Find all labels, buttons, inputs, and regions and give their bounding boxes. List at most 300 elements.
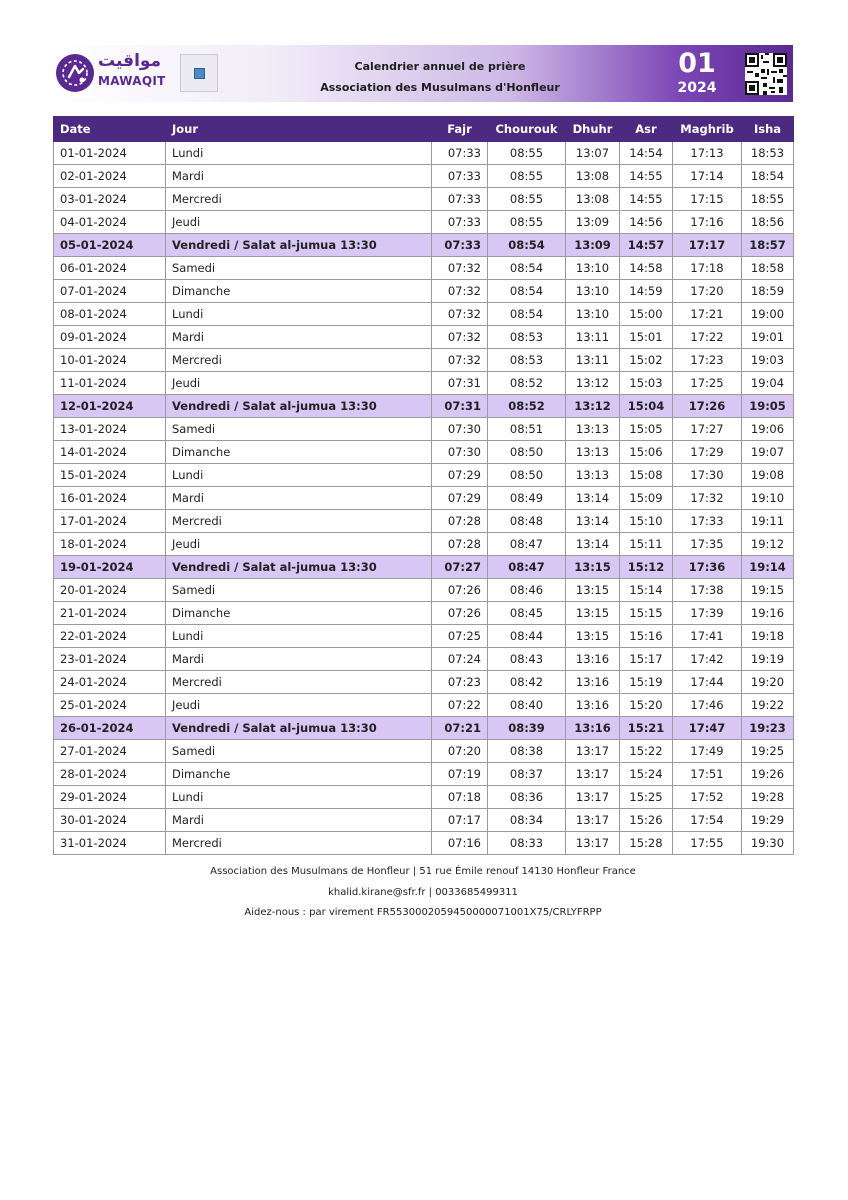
cell-isha: 19:25 (742, 740, 794, 763)
cell-jour: Mercredi (166, 349, 432, 372)
cell-isha: 18:59 (742, 280, 794, 303)
cell-isha: 19:12 (742, 533, 794, 556)
missing-image-icon (180, 54, 218, 92)
cell-chourouk: 08:47 (488, 556, 566, 579)
cell-date: 31-01-2024 (54, 832, 166, 855)
cell-maghrib: 17:41 (673, 625, 742, 648)
cell-dhuhr: 13:12 (566, 395, 620, 418)
cell-jour: Dimanche (166, 602, 432, 625)
cell-chourouk: 08:45 (488, 602, 566, 625)
cell-asr: 15:05 (620, 418, 673, 441)
cell-dhuhr: 13:10 (566, 303, 620, 326)
cell-date: 07-01-2024 (54, 280, 166, 303)
cell-date: 01-01-2024 (54, 142, 166, 165)
cell-maghrib: 17:20 (673, 280, 742, 303)
cell-fajr: 07:30 (432, 441, 488, 464)
cell-asr: 15:10 (620, 510, 673, 533)
cell-date: 06-01-2024 (54, 257, 166, 280)
cell-date: 28-01-2024 (54, 763, 166, 786)
cell-fajr: 07:26 (432, 579, 488, 602)
cell-jour: Mercredi (166, 188, 432, 211)
cell-asr: 15:01 (620, 326, 673, 349)
calendar-header (53, 45, 793, 102)
table-row (54, 464, 794, 487)
cell-dhuhr: 13:07 (566, 142, 620, 165)
cell-date: 05-01-2024 (54, 234, 166, 257)
cell-chourouk: 08:52 (488, 395, 566, 418)
cell-fajr: 07:31 (432, 395, 488, 418)
cell-isha: 19:23 (742, 717, 794, 740)
table-row (54, 786, 794, 809)
cell-asr: 15:15 (620, 602, 673, 625)
cell-isha: 19:28 (742, 786, 794, 809)
cell-isha: 18:53 (742, 142, 794, 165)
cell-jour: Vendredi / Salat al-jumua 13:30 (166, 234, 432, 257)
cell-fajr: 07:32 (432, 257, 488, 280)
cell-maghrib: 17:29 (673, 441, 742, 464)
cell-fajr: 07:29 (432, 464, 488, 487)
cell-chourouk: 08:48 (488, 510, 566, 533)
cell-date: 16-01-2024 (54, 487, 166, 510)
cell-dhuhr: 13:14 (566, 510, 620, 533)
cell-dhuhr: 13:15 (566, 602, 620, 625)
cell-maghrib: 17:16 (673, 211, 742, 234)
cell-dhuhr: 13:17 (566, 832, 620, 855)
cell-isha: 19:07 (742, 441, 794, 464)
cell-isha: 18:58 (742, 257, 794, 280)
cell-date: 25-01-2024 (54, 694, 166, 717)
cell-chourouk: 08:54 (488, 257, 566, 280)
cell-jour: Mardi (166, 648, 432, 671)
footer-donation: Aidez-nous : par virement FR5530002059450000071001X75/CRLYFRPP (244, 907, 602, 918)
cell-isha: 19:05 (742, 395, 794, 418)
cell-asr: 14:55 (620, 165, 673, 188)
cell-asr: 15:16 (620, 625, 673, 648)
cell-asr: 15:26 (620, 809, 673, 832)
cell-asr: 15:11 (620, 533, 673, 556)
cell-dhuhr: 13:12 (566, 372, 620, 395)
cell-maghrib: 17:42 (673, 648, 742, 671)
cell-isha: 18:54 (742, 165, 794, 188)
table-row (54, 349, 794, 372)
cell-maghrib: 17:21 (673, 303, 742, 326)
table-row (54, 257, 794, 280)
table-row (54, 763, 794, 786)
prayer-times-table (53, 116, 794, 855)
cell-dhuhr: 13:15 (566, 625, 620, 648)
cell-jour: Samedi (166, 740, 432, 763)
table-row (54, 625, 794, 648)
table-row (54, 510, 794, 533)
cell-chourouk: 08:54 (488, 280, 566, 303)
cell-dhuhr: 13:17 (566, 786, 620, 809)
cell-jour: Dimanche (166, 441, 432, 464)
cell-chourouk: 08:49 (488, 487, 566, 510)
cell-fajr: 07:33 (432, 165, 488, 188)
cell-jour: Samedi (166, 257, 432, 280)
cell-isha: 19:18 (742, 625, 794, 648)
cell-dhuhr: 13:16 (566, 694, 620, 717)
cell-asr: 15:21 (620, 717, 673, 740)
table-row (54, 832, 794, 855)
column-header-jour: Jour (166, 117, 432, 142)
cell-maghrib: 17:25 (673, 372, 742, 395)
table-row-friday (54, 395, 794, 418)
cell-jour: Mardi (166, 165, 432, 188)
cell-date: 02-01-2024 (54, 165, 166, 188)
cell-isha: 18:56 (742, 211, 794, 234)
cell-chourouk: 08:46 (488, 579, 566, 602)
cell-dhuhr: 13:17 (566, 740, 620, 763)
cell-dhuhr: 13:11 (566, 326, 620, 349)
cell-fajr: 07:24 (432, 648, 488, 671)
table-row (54, 809, 794, 832)
cell-chourouk: 08:55 (488, 188, 566, 211)
cell-maghrib: 17:13 (673, 142, 742, 165)
cell-jour: Mardi (166, 809, 432, 832)
table-row (54, 602, 794, 625)
mawaqit-logo-icon (55, 53, 95, 93)
cell-asr: 15:06 (620, 441, 673, 464)
cell-date: 30-01-2024 (54, 809, 166, 832)
cell-date: 15-01-2024 (54, 464, 166, 487)
cell-date: 21-01-2024 (54, 602, 166, 625)
cell-maghrib: 17:52 (673, 786, 742, 809)
cell-maghrib: 17:35 (673, 533, 742, 556)
qr-code-icon (745, 53, 787, 95)
cell-maghrib: 17:17 (673, 234, 742, 257)
cell-date: 19-01-2024 (54, 556, 166, 579)
cell-asr: 15:17 (620, 648, 673, 671)
cell-isha: 19:06 (742, 418, 794, 441)
table-row (54, 579, 794, 602)
cell-maghrib: 17:22 (673, 326, 742, 349)
table-row (54, 326, 794, 349)
cell-isha: 19:26 (742, 763, 794, 786)
cell-isha: 19:30 (742, 832, 794, 855)
cell-fajr: 07:19 (432, 763, 488, 786)
table-row (54, 303, 794, 326)
cell-maghrib: 17:47 (673, 717, 742, 740)
cell-dhuhr: 13:09 (566, 211, 620, 234)
cell-chourouk: 08:37 (488, 763, 566, 786)
table-row-friday (54, 717, 794, 740)
cell-fajr: 07:16 (432, 832, 488, 855)
cell-jour: Jeudi (166, 694, 432, 717)
column-header-date: Date (54, 117, 166, 142)
cell-jour: Vendredi / Salat al-jumua 13:30 (166, 717, 432, 740)
cell-dhuhr: 13:15 (566, 556, 620, 579)
cell-chourouk: 08:50 (488, 464, 566, 487)
cell-fajr: 07:27 (432, 556, 488, 579)
cell-maghrib: 17:23 (673, 349, 742, 372)
cell-fajr: 07:28 (432, 533, 488, 556)
cell-jour: Jeudi (166, 533, 432, 556)
cell-date: 14-01-2024 (54, 441, 166, 464)
cell-asr: 15:12 (620, 556, 673, 579)
cell-jour: Jeudi (166, 372, 432, 395)
cell-isha: 19:14 (742, 556, 794, 579)
cell-fajr: 07:33 (432, 142, 488, 165)
table-row (54, 487, 794, 510)
cell-chourouk: 08:55 (488, 142, 566, 165)
cell-isha: 18:55 (742, 188, 794, 211)
column-header-fajr: Fajr (432, 117, 488, 142)
table-row (54, 188, 794, 211)
cell-dhuhr: 13:08 (566, 165, 620, 188)
cell-dhuhr: 13:10 (566, 257, 620, 280)
cell-chourouk: 08:34 (488, 809, 566, 832)
cell-maghrib: 17:54 (673, 809, 742, 832)
cell-asr: 15:28 (620, 832, 673, 855)
cell-dhuhr: 13:14 (566, 533, 620, 556)
cell-asr: 15:19 (620, 671, 673, 694)
cell-date: 20-01-2024 (54, 579, 166, 602)
cell-date: 18-01-2024 (54, 533, 166, 556)
cell-asr: 14:57 (620, 234, 673, 257)
table-row (54, 533, 794, 556)
cell-isha: 19:16 (742, 602, 794, 625)
cell-chourouk: 08:38 (488, 740, 566, 763)
cell-chourouk: 08:47 (488, 533, 566, 556)
cell-jour: Lundi (166, 464, 432, 487)
cell-fajr: 07:23 (432, 671, 488, 694)
table-row (54, 165, 794, 188)
cell-chourouk: 08:51 (488, 418, 566, 441)
cell-chourouk: 08:39 (488, 717, 566, 740)
cell-dhuhr: 13:10 (566, 280, 620, 303)
cell-date: 29-01-2024 (54, 786, 166, 809)
cell-dhuhr: 13:15 (566, 579, 620, 602)
cell-maghrib: 17:30 (673, 464, 742, 487)
table-row-friday (54, 234, 794, 257)
cell-chourouk: 08:54 (488, 303, 566, 326)
table-row (54, 418, 794, 441)
cell-dhuhr: 13:17 (566, 763, 620, 786)
cell-date: 09-01-2024 (54, 326, 166, 349)
cell-fajr: 07:32 (432, 326, 488, 349)
cell-dhuhr: 13:16 (566, 717, 620, 740)
cell-date: 04-01-2024 (54, 211, 166, 234)
cell-dhuhr: 13:09 (566, 234, 620, 257)
cell-jour: Mercredi (166, 671, 432, 694)
year-number: 2024 (677, 80, 717, 96)
cell-maghrib: 17:39 (673, 602, 742, 625)
cell-asr: 15:04 (620, 395, 673, 418)
cell-maghrib: 17:32 (673, 487, 742, 510)
table-row (54, 671, 794, 694)
cell-date: 27-01-2024 (54, 740, 166, 763)
cell-asr: 15:00 (620, 303, 673, 326)
table-row (54, 648, 794, 671)
cell-jour: Dimanche (166, 763, 432, 786)
cell-fajr: 07:33 (432, 188, 488, 211)
cell-fajr: 07:17 (432, 809, 488, 832)
cell-isha: 19:08 (742, 464, 794, 487)
cell-asr: 14:58 (620, 257, 673, 280)
cell-fajr: 07:21 (432, 717, 488, 740)
cell-chourouk: 08:55 (488, 165, 566, 188)
cell-isha: 19:29 (742, 809, 794, 832)
cell-date: 03-01-2024 (54, 188, 166, 211)
cell-jour: Mercredi (166, 510, 432, 533)
table-row (54, 694, 794, 717)
cell-maghrib: 17:44 (673, 671, 742, 694)
cell-isha: 19:10 (742, 487, 794, 510)
cell-asr: 15:09 (620, 487, 673, 510)
cell-isha: 19:04 (742, 372, 794, 395)
cell-dhuhr: 13:13 (566, 464, 620, 487)
cell-asr: 15:22 (620, 740, 673, 763)
cell-chourouk: 08:42 (488, 671, 566, 694)
cell-chourouk: 08:40 (488, 694, 566, 717)
table-row (54, 441, 794, 464)
cell-dhuhr: 13:17 (566, 809, 620, 832)
cell-asr: 14:59 (620, 280, 673, 303)
cell-isha: 19:19 (742, 648, 794, 671)
cell-asr: 14:54 (620, 142, 673, 165)
cell-fajr: 07:33 (432, 234, 488, 257)
cell-chourouk: 08:53 (488, 326, 566, 349)
cell-dhuhr: 13:16 (566, 648, 620, 671)
cell-isha: 19:22 (742, 694, 794, 717)
cell-fajr: 07:31 (432, 372, 488, 395)
cell-jour: Jeudi (166, 211, 432, 234)
cell-isha: 19:11 (742, 510, 794, 533)
cell-fajr: 07:29 (432, 487, 488, 510)
cell-maghrib: 17:26 (673, 395, 742, 418)
footer-contact: khalid.kirane@sfr.fr | 0033685499311 (328, 887, 518, 898)
cell-jour: Vendredi / Salat al-jumua 13:30 (166, 556, 432, 579)
cell-jour: Samedi (166, 418, 432, 441)
cell-dhuhr: 13:13 (566, 441, 620, 464)
cell-jour: Lundi (166, 625, 432, 648)
cell-maghrib: 17:55 (673, 832, 742, 855)
column-header-chourouk: Chourouk (488, 117, 566, 142)
cell-isha: 19:00 (742, 303, 794, 326)
cell-date: 26-01-2024 (54, 717, 166, 740)
cell-isha: 19:03 (742, 349, 794, 372)
cell-asr: 15:24 (620, 763, 673, 786)
table-row (54, 740, 794, 763)
cell-date: 13-01-2024 (54, 418, 166, 441)
cell-isha: 19:20 (742, 671, 794, 694)
cell-dhuhr: 13:14 (566, 487, 620, 510)
cell-isha: 19:15 (742, 579, 794, 602)
cell-asr: 15:08 (620, 464, 673, 487)
column-header-asr: Asr (620, 117, 673, 142)
cell-asr: 15:02 (620, 349, 673, 372)
cell-fajr: 07:25 (432, 625, 488, 648)
cell-asr: 14:55 (620, 188, 673, 211)
cell-maghrib: 17:18 (673, 257, 742, 280)
cell-maghrib: 17:33 (673, 510, 742, 533)
cell-maghrib: 17:14 (673, 165, 742, 188)
cell-chourouk: 08:55 (488, 211, 566, 234)
cell-date: 08-01-2024 (54, 303, 166, 326)
cell-chourouk: 08:44 (488, 625, 566, 648)
cell-fajr: 07:28 (432, 510, 488, 533)
cell-asr: 14:56 (620, 211, 673, 234)
cell-jour: Mardi (166, 487, 432, 510)
table-row (54, 211, 794, 234)
cell-fajr: 07:32 (432, 303, 488, 326)
cell-chourouk: 08:52 (488, 372, 566, 395)
cell-fajr: 07:18 (432, 786, 488, 809)
cell-maghrib: 17:51 (673, 763, 742, 786)
column-header-isha: Isha (742, 117, 794, 142)
cell-date: 22-01-2024 (54, 625, 166, 648)
cell-fajr: 07:22 (432, 694, 488, 717)
cell-fajr: 07:20 (432, 740, 488, 763)
cell-asr: 15:14 (620, 579, 673, 602)
cell-dhuhr: 13:16 (566, 671, 620, 694)
cell-maghrib: 17:15 (673, 188, 742, 211)
cell-maghrib: 17:36 (673, 556, 742, 579)
table-row (54, 372, 794, 395)
cell-asr: 15:03 (620, 372, 673, 395)
logo-latin-text: MAWAQIT (98, 74, 166, 88)
cell-chourouk: 08:50 (488, 441, 566, 464)
cell-chourouk: 08:43 (488, 648, 566, 671)
column-header-dhuhr: Dhuhr (566, 117, 620, 142)
cell-isha: 18:57 (742, 234, 794, 257)
cell-maghrib: 17:49 (673, 740, 742, 763)
cell-maghrib: 17:38 (673, 579, 742, 602)
cell-date: 17-01-2024 (54, 510, 166, 533)
table-row-friday (54, 556, 794, 579)
table-row (54, 142, 794, 165)
cell-maghrib: 17:27 (673, 418, 742, 441)
cell-fajr: 07:33 (432, 211, 488, 234)
cell-chourouk: 08:53 (488, 349, 566, 372)
cell-dhuhr: 13:11 (566, 349, 620, 372)
cell-date: 23-01-2024 (54, 648, 166, 671)
cell-date: 11-01-2024 (54, 372, 166, 395)
cell-fajr: 07:32 (432, 280, 488, 303)
cell-fajr: 07:30 (432, 418, 488, 441)
calendar-title: Calendrier annuel de prière (354, 60, 526, 73)
table-header-row (54, 117, 794, 142)
cell-jour: Lundi (166, 303, 432, 326)
month-number: 01 (678, 48, 716, 79)
cell-jour: Mardi (166, 326, 432, 349)
footer-address: Association des Musulmans de Honfleur | 51 rue Émile renouf 14130 Honfleur France (210, 866, 636, 877)
cell-date: 10-01-2024 (54, 349, 166, 372)
cell-chourouk: 08:54 (488, 234, 566, 257)
cell-maghrib: 17:46 (673, 694, 742, 717)
cell-asr: 15:20 (620, 694, 673, 717)
cell-dhuhr: 13:13 (566, 418, 620, 441)
cell-date: 12-01-2024 (54, 395, 166, 418)
cell-jour: Lundi (166, 786, 432, 809)
cell-chourouk: 08:33 (488, 832, 566, 855)
logo-arabic-text: مواقيت (98, 51, 162, 71)
cell-asr: 15:25 (620, 786, 673, 809)
cell-fajr: 07:32 (432, 349, 488, 372)
cell-jour: Samedi (166, 579, 432, 602)
cell-fajr: 07:26 (432, 602, 488, 625)
association-name: Association des Musulmans d'Honfleur (320, 81, 560, 94)
cell-chourouk: 08:36 (488, 786, 566, 809)
table-row (54, 280, 794, 303)
cell-jour: Lundi (166, 142, 432, 165)
cell-dhuhr: 13:08 (566, 188, 620, 211)
cell-jour: Dimanche (166, 280, 432, 303)
column-header-maghrib: Maghrib (673, 117, 742, 142)
cell-jour: Vendredi / Salat al-jumua 13:30 (166, 395, 432, 418)
cell-jour: Mercredi (166, 832, 432, 855)
